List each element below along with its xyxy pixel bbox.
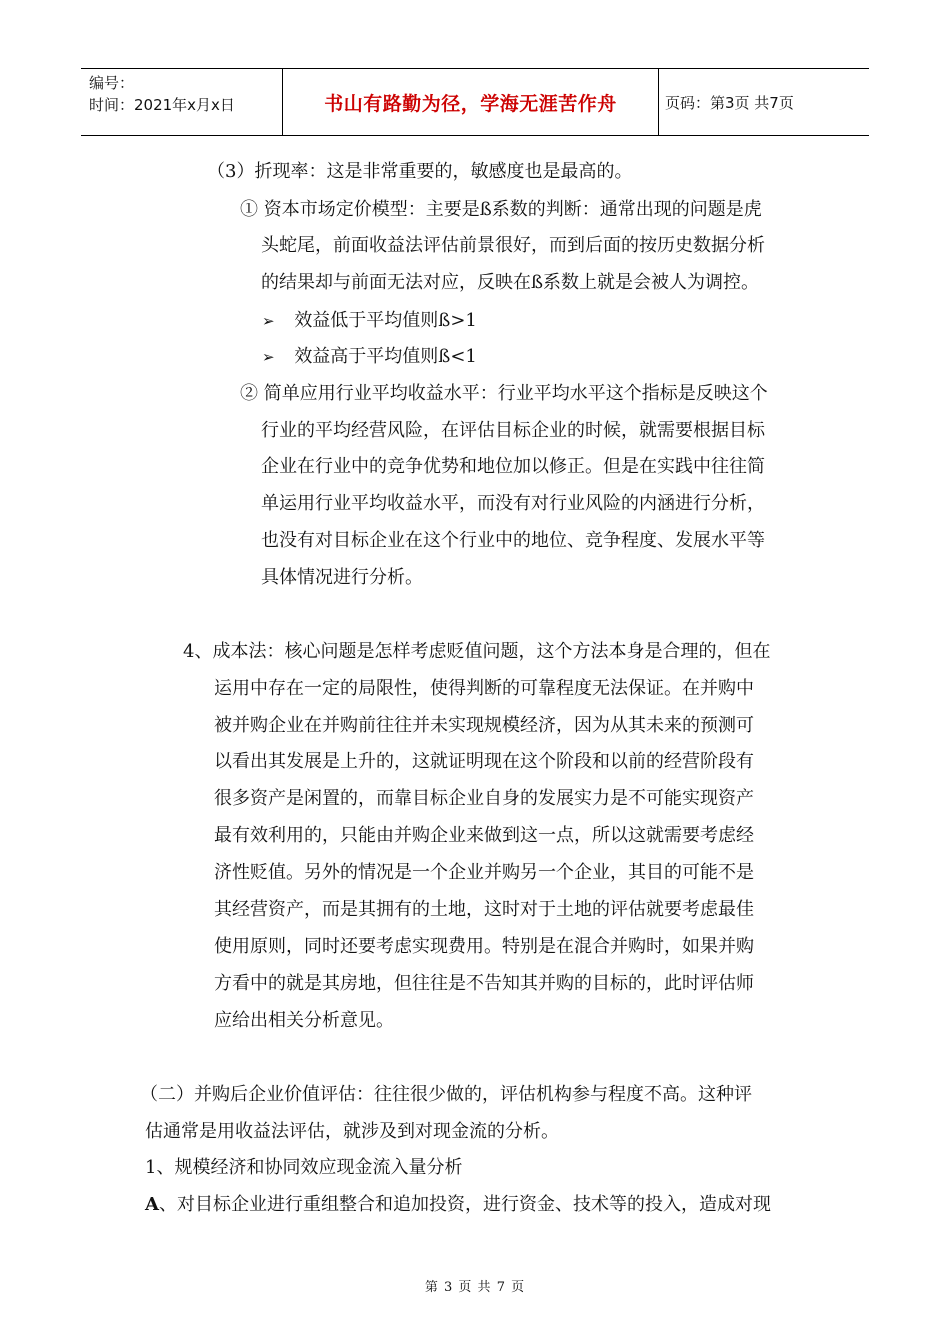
- paragraph-line: ② 简单应用行业平均收益水平：行业平均水平这个指标是反映这个: [240, 383, 768, 404]
- bullet-text: 效益高于平均值则ß<1: [294, 346, 477, 367]
- header-page-number: 页码：第3页 共7页: [665, 93, 794, 112]
- paragraph-line: 被并购企业在并购前往往并未实现规模经济，因为从其未来的预测可: [214, 715, 754, 736]
- paragraph-line: 运用中存在一定的局限性，使得判断的可靠程度无法保证。在并购中: [214, 678, 754, 699]
- paragraph-line: 企业在行业中的竞争优势和地位加以修正。但是在实践中往往简: [261, 456, 765, 477]
- item-letter: A: [145, 1194, 159, 1215]
- header-meta: [81, 69, 283, 135]
- bullet-item: [262, 309, 477, 333]
- bullet-text: 效益低于平均值则ß>1: [294, 310, 477, 331]
- paragraph-line: 济性贬值。另外的情况是一个企业并购另一个企业，其目的可能不是: [214, 862, 754, 883]
- paragraph-line: 很多资产是闲置的，而靠目标企业自身的发展实力是不可能实现资产: [214, 788, 754, 809]
- paragraph-line: 以看出其发展是上升的，这就证明现在这个阶段和以前的经营阶段有: [214, 751, 754, 772]
- paragraph-line: 方看中的就是其房地，但往往是不告知其并购的目标的，此时评估师: [214, 973, 754, 994]
- paragraph-line: 4、成本法：核心问题是怎样考虑贬值问题，这个方法本身是合理的，但在: [183, 641, 771, 662]
- paragraph-line: 行业的平均经营风险，在评估目标企业的时候，就需要根据目标: [261, 420, 765, 441]
- arrow-bullet-icon: ➢: [262, 312, 275, 330]
- paragraph-line: ① 资本市场定价模型：主要是ß系数的判断：通常出现的问题是虎: [240, 199, 762, 220]
- document-number: 编号：: [89, 74, 135, 92]
- paragraph-line: 最有效利用的，只能由并购企业来做到这一点，所以这就需要考虑经: [214, 825, 754, 846]
- item-text: 、对目标企业进行重组整合和追加投资，进行资金、技术等的投入，造成对现: [158, 1194, 771, 1215]
- paragraph-line: （3）折现率：这是非常重要的，敏感度也是最高的。: [207, 161, 633, 182]
- paragraph-line: 具体情况进行分析。: [261, 567, 423, 588]
- paragraph-line: 其经营资产，而是其拥有的土地，这时对于土地的评估就要考虑最佳: [214, 899, 754, 920]
- page-header: [81, 68, 869, 136]
- paragraph-line: 单运用行业平均收益水平，而没有对行业风险的内涵进行分析，: [261, 493, 765, 514]
- subsection-heading: 1、规模经济和协同效应现金流入量分析: [145, 1157, 463, 1178]
- bullet-item: [262, 345, 477, 369]
- paragraph-line: 使用原则，同时还要考虑实现费用。特别是在混合并购时，如果并购: [214, 936, 754, 957]
- paragraph-line: 也没有对目标企业在这个行业中的地位、竞争程度、发展水平等: [261, 530, 765, 551]
- section-heading: （二）并购后企业价值评估：往往很少做的，评估机构参与程度不高。这种评: [140, 1084, 752, 1105]
- document-date: 时间：2021年x月x日: [89, 96, 235, 114]
- paragraph-line: 估通常是用收益法评估，就涉及到对现金流的分析。: [145, 1121, 559, 1142]
- arrow-bullet-icon: ➢: [262, 348, 275, 366]
- paragraph-line: 的结果却与前面无法对应，反映在ß系数上就是会被人为调控。: [261, 272, 760, 293]
- paragraph-line: [145, 1193, 771, 1217]
- paragraph-line: 头蛇尾，前面收益法评估前景很好，而到后面的按历史数据分析: [261, 235, 765, 256]
- header-motto: 书山有路勤为径，学海无涯苦作舟: [283, 69, 659, 135]
- page-footer: 第 3 页 共 7 页: [424, 1280, 526, 1295]
- paragraph-line: 应给出相关分析意见。: [214, 1010, 394, 1031]
